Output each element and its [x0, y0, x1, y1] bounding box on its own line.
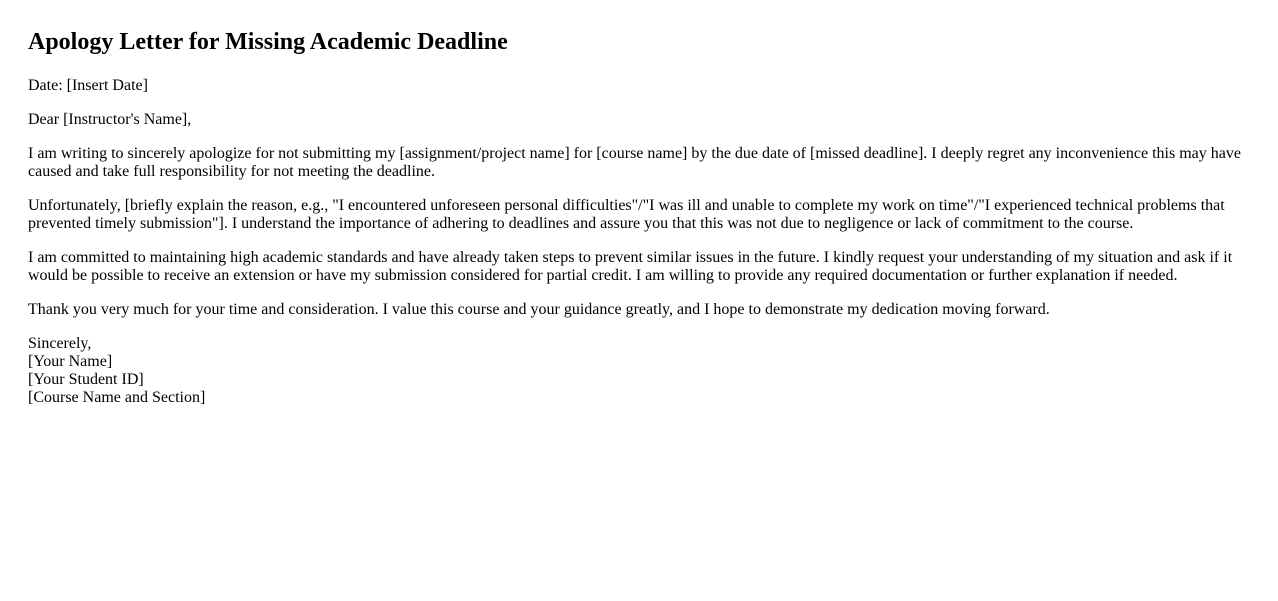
signature-course-section: [Course Name and Section]	[28, 389, 206, 406]
signature-student-id: [Your Student ID]	[28, 371, 144, 388]
date-line: Date: [Insert Date]	[28, 77, 148, 94]
signature-name: [Your Name]	[28, 353, 113, 370]
page-title: Apology Letter for Missing Academic Deadline	[28, 29, 508, 55]
body-paragraph-reason: Unfortunately, [briefly explain the reason, e.g., "I encountered unforeseen personal difficulties"/"I was ill and unable to complete my work on time"/"I experienced technical problems that prevented timely submission"]. I understand the importance of adhering to deadlines and assure you that this was not due to negligence or lack of commitment to the course.	[28, 197, 1225, 232]
salutation: Dear [Instructor's Name],	[28, 111, 192, 128]
body-paragraph-request: I am committed to maintaining high academic standards and have already taken steps to prevent similar issues in the future. I kindly request your understanding of my situation and ask if it would be possible to receive an extension or have my submission considered for partial credit. I am willing to provide any required documentation or further explanation if needed.	[28, 249, 1233, 284]
body-paragraph-thanks: Thank you very much for your time and consideration. I value this course and your guidance greatly, and I hope to demonstrate my dedication moving forward.	[28, 301, 1050, 318]
closing: Sincerely,	[28, 335, 92, 352]
signature-block	[28, 335, 1250, 407]
body-paragraph-apology: I am writing to sincerely apologize for not submitting my [assignment/project name] for [course name] by the due date of [missed deadline]. I deeply regret any inconvenience this may have caused and take full responsibility for not meeting the deadline.	[28, 145, 1241, 180]
